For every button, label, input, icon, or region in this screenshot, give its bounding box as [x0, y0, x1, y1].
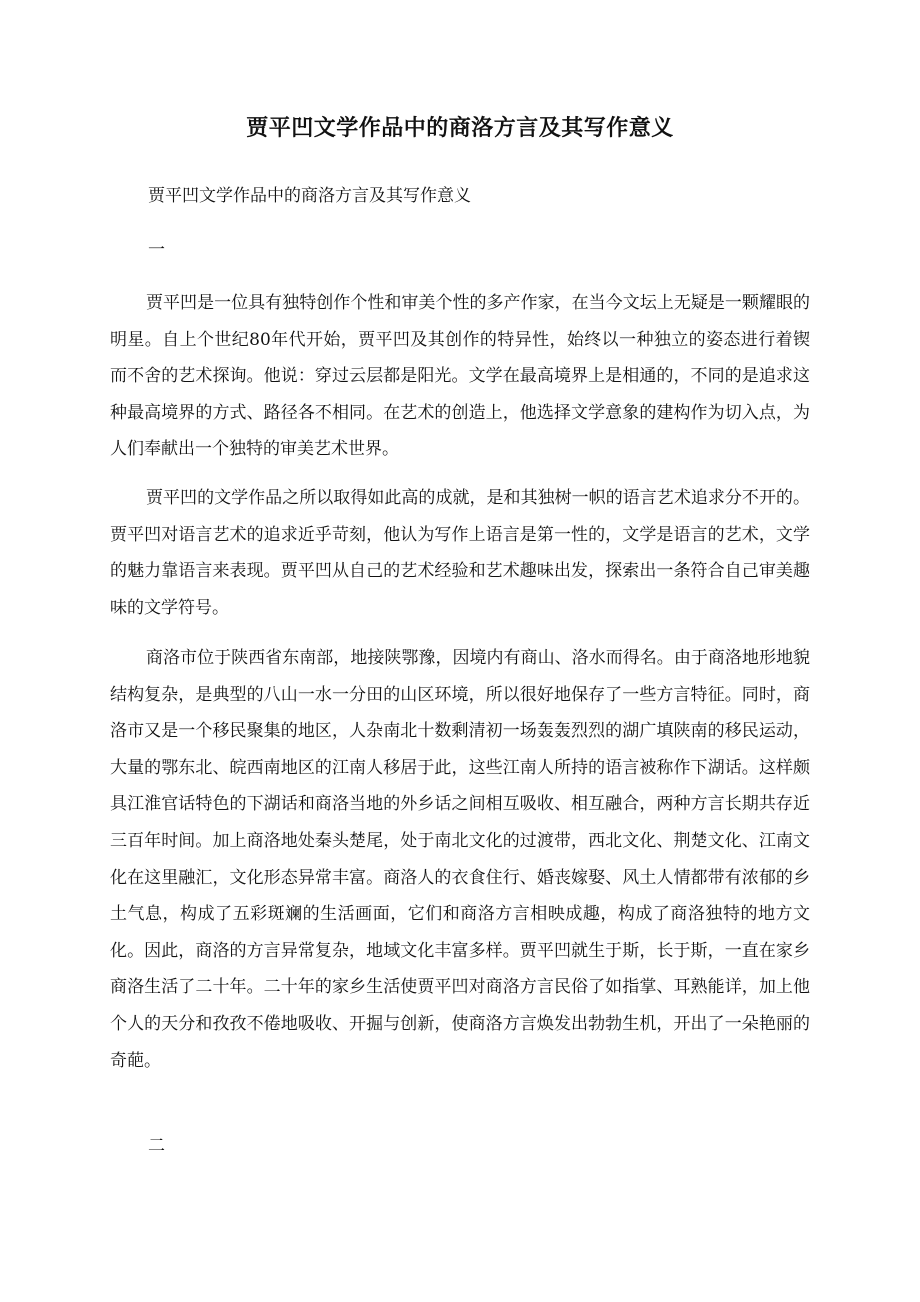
body-paragraph-3: 商洛市位于陕西省东南部，地接陕鄂豫，因境内有商山、洛水而得名。由于商洛地形地貌结构复杂，是典型的八山一水一分田的山区环境，所以很好地保存了一些方言特征。同时，商洛市又是一个移民聚集的地区，人杂南北十数剩清初一场轰轰烈烈的湖广填陕南的移民运动，大量的鄂东北、皖西南地区的江南人移居于此，这些江南人所持的语言被称作下湖话。这样颇具江淮官话特色的下湖话和商洛当地的外乡话之间相互吸收、相互融合，两种方言长期共存近三百年时间。加上商洛地处秦头楚尾，处于南北文化的过渡带，西北文化、荆楚文化、江南文化在这里融汇，文化形态异常丰富。商洛人的衣食住行、婚丧嫁娶、风土人情都带有浓郁的乡土气息，构成了五彩斑斓的生活画面，它们和商洛方言相映成趣，构成了商洛独特的地方文化。因此，商洛的方言异常复杂，地域文化丰富多样。贾平凹就生于斯，长于斯，一直在家乡商洛生活了二十年。二十年的家乡生活使贾平凹对商洛方言民俗了如指掌、耳熟能详，加上他个人的天分和孜孜不倦地吸收、开掘与创新，使商洛方言焕发出勃勃生机，开出了一朵艳丽的奇葩。: [110, 648, 810, 1071]
body-paragraph-2: 贾平凹的文学作品之所以取得如此高的成就，是和其独树一帜的语言艺术追求分不开的。贾平凹对语言艺术的追求近乎苛刻，他认为写作上语言是第一性的，文学是语言的艺术，文学的魅力靠语言来表现。贾平凹从自己的艺术经验和艺术趣味出发，探索出一条符合自己审美趣味的文学符号。: [110, 488, 810, 618]
body-paragraph-1: 贾平凹是一位具有独特创作个性和审美个性的多产作家，在当今文坛上无疑是一颗耀眼的明星。自上个世纪80年代开始，贾平凹及其创作的特异性，始终以一种独立的姿态进行着锲而不舍的艺术探询。他说：穿过云层都是阳光。文学在最高境界上是相通的，不同的是追求这种最高境界的方式、路径各不相同。在艺术的创造上，他选择文学意象的建构作为切入点，为人们奉献出一个独特的审美艺术世界。: [110, 293, 810, 460]
section-marker-one: 一: [148, 240, 165, 260]
section-marker-two: 二: [148, 1136, 165, 1156]
document-subtitle: 贾平凹文学作品中的商洛方言及其写作意义: [148, 186, 471, 206]
document-title: 贾平凹文学作品中的商洛方言及其写作意义: [246, 115, 674, 141]
